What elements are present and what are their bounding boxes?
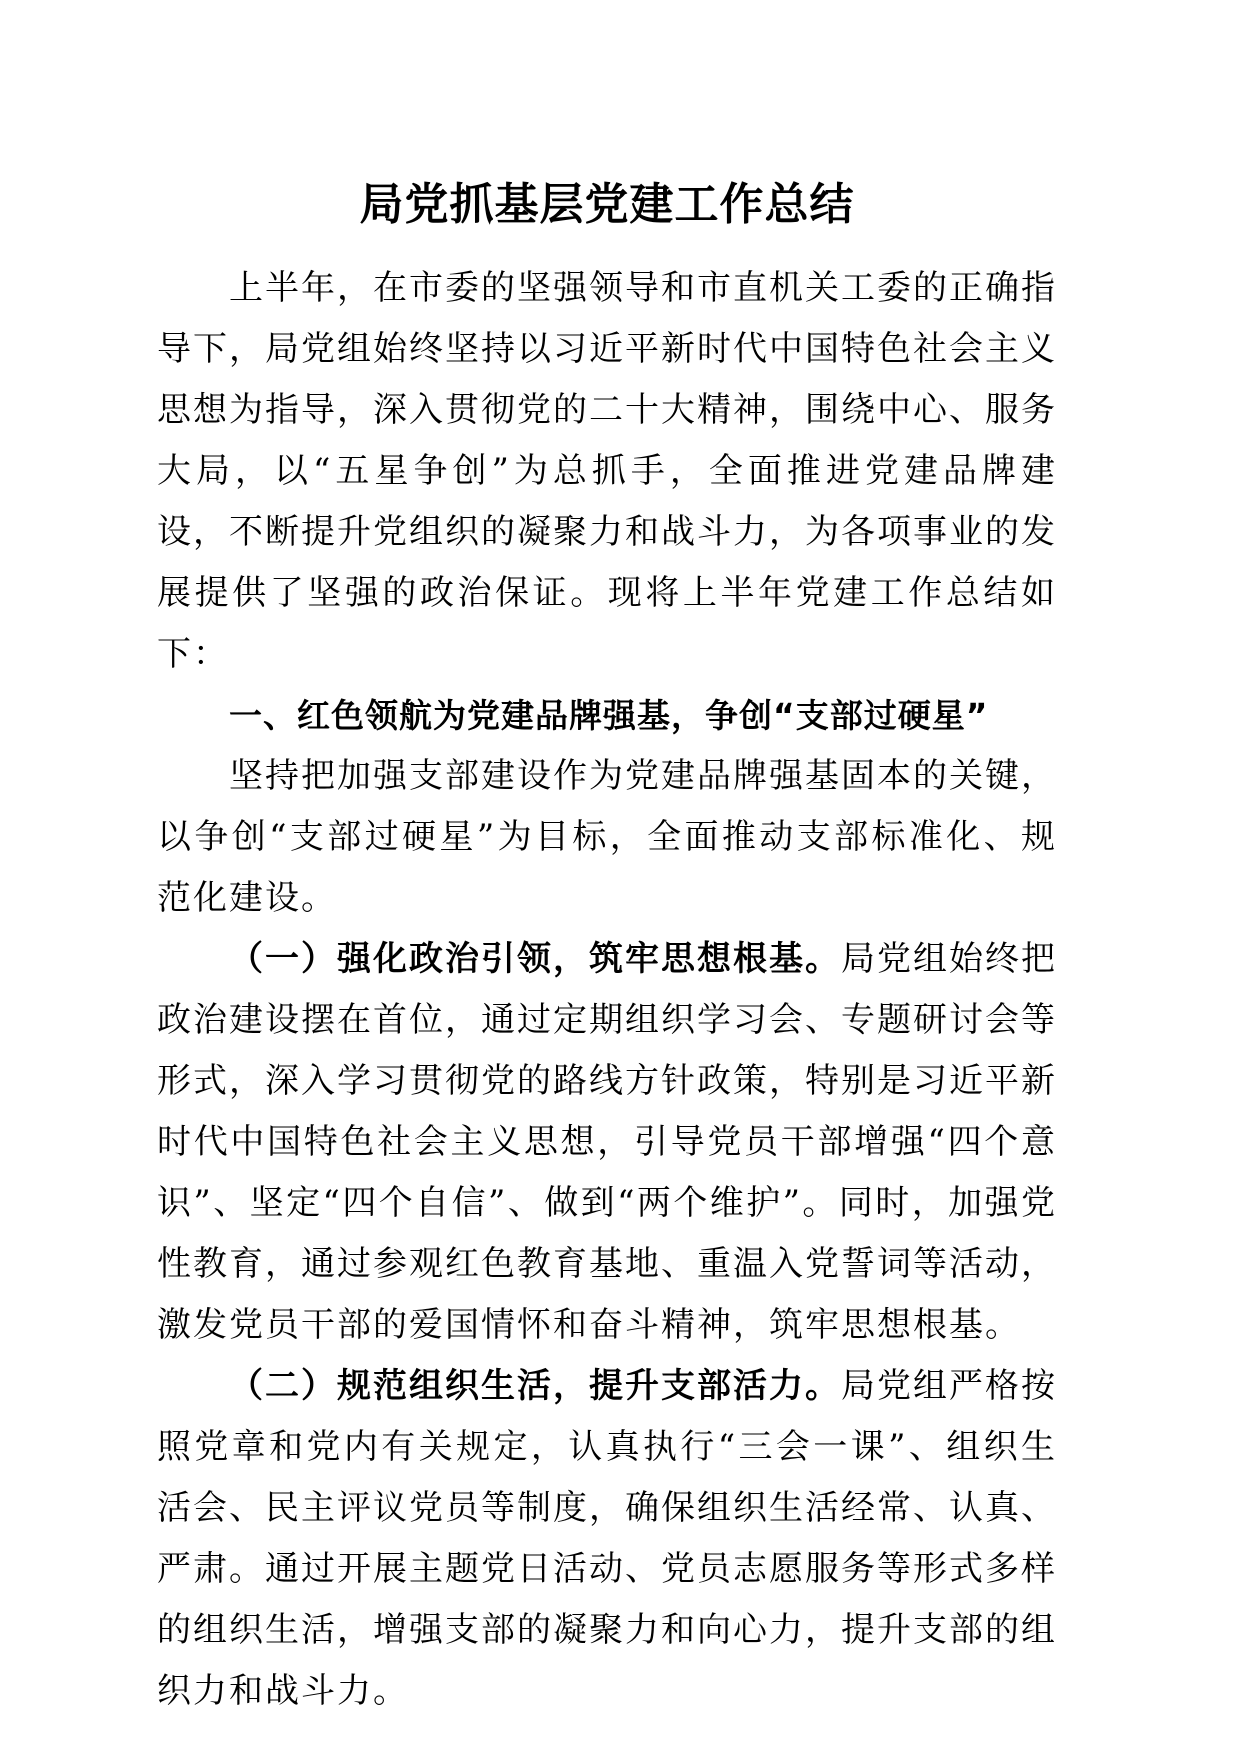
document-title: 局党抓基层党建工作总结 — [359, 179, 855, 230]
section-1-lead-paragraph: 坚持把加强支部建设作为党建品牌强基固本的关键，以争创“支部过硬星”为目标，全面推动支部标准化、规范化建设。 — [157, 756, 1057, 918]
intro-paragraph: 上半年，在市委的坚强领导和市直机关工委的正确指导下，局党组始终坚持以习近平新时代中国特色社会主义思想为指导，深入贯彻党的二十大精神，围绕中心、服务大局，以“五星争创”为总抓手，全面推进党建品牌建设，不断提升党组织的凝聚力和战斗力，为各项事业的发展提供了坚强的政治保证。现将上半年党建工作总结如下： — [157, 268, 1057, 674]
section-1-item-2-subtitle: （二）规范组织生活，提升支部活力。 — [229, 1366, 841, 1406]
section-1-item-2-text: 局党组严格按照党章和党内有关规定，认真执行“三会一课”、组织生活会、民主评议党员等制度，确保组织生活经常、认真、严肃。通过开展主题党日活动、党员志愿服务等形式多样的组织生活，增强支部的凝聚力和向心力，提升支部的组织力和战斗力。 — [157, 1366, 1057, 1711]
section-1-heading: 一、红色领航为党建品牌强基，争创“支部过硬星” — [229, 696, 989, 735]
section-1-item-1-subtitle: （一）强化政治引领，筑牢思想根基。 — [229, 939, 841, 979]
section-1-item-2-paragraph — [157, 1356, 1057, 1722]
document-body — [157, 172, 1057, 1722]
section-1-item-1-paragraph — [157, 929, 1057, 1356]
section-1-item-1-text: 局党组始终把政治建设摆在首位，通过定期组织学习会、专题研讨会等形式，深入学习贯彻党的路线方针政策，特别是习近平新时代中国特色社会主义思想，引导党员干部增强“四个意识”、坚定“四个自信”、做到“两个维护”。同时，加强党性教育，通过参观红色教育基地、重温入党誓词等活动，激发党员干部的爱国情怀和奋斗精神，筑牢思想根基。 — [157, 939, 1057, 1345]
